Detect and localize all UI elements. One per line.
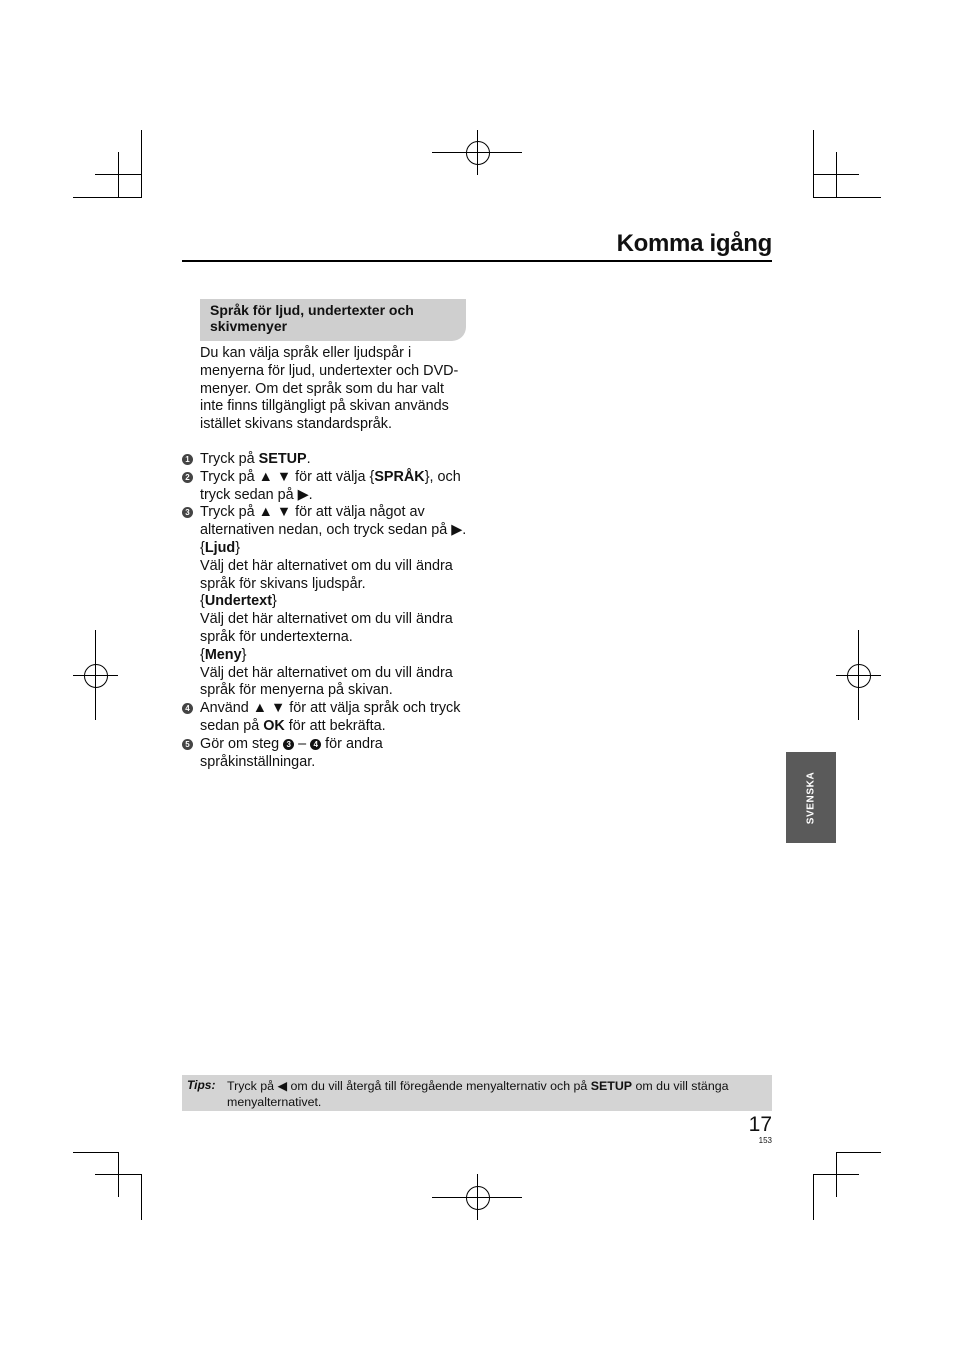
page-title: Komma igång [616, 230, 772, 257]
step-number-icon: 1 [182, 454, 193, 465]
step-reference-icon: 3 [283, 739, 294, 750]
step-number-icon: 3 [182, 507, 193, 518]
step-reference-icon: 4 [310, 739, 321, 750]
tips-label: Tips: [187, 1078, 216, 1092]
tips-box [182, 1075, 772, 1111]
language-tab [786, 752, 836, 843]
page-number: 17 [748, 1113, 772, 1136]
option-name: Ljud [204, 539, 236, 556]
option-meny: {Meny} Välj det här alternativet om du vill ändra språk för menyerna på skivan. [200, 647, 482, 700]
option-ljud: {Ljud} Välj det här alternativet om du vill ändra språk för skivans ljudspår. [200, 540, 482, 593]
title-rule [182, 260, 772, 262]
step-number-icon: 5 [182, 739, 193, 750]
step-4: 4 Använd ▲ ▼ för att välja språk och tryck sedan på OK för att bekräfta. [182, 700, 482, 736]
option-name: Meny [204, 646, 242, 663]
step-number-icon: 4 [182, 703, 193, 714]
step-3: 3 Tryck på ▲ ▼ för att välja något av alternativen nedan, och tryck sedan på ▶. {Ljud} Välj det här alternativet om du vill ändra språk för skivans ljudspår. {Undertext} Välj det här alternativet om du vill ändra språk för undertexterna. {Meny} Välj det här alternativet om du vill ändra språk för menyerna på skivan. [182, 504, 482, 700]
step-2: 2 Tryck på ▲ ▼ för att välja {SPRÅK}, och tryck sedan på ▶. [182, 469, 482, 505]
option-name: Undertext [204, 593, 272, 610]
intro-paragraph: Du kan välja språk eller ljudspår i menyerna för ljud, undertexter och DVD-menyer. Om det språk som du har valt inte finns tillgängligt på skivan används istället skivans standardspråk. [200, 345, 459, 433]
option-description: Välj det här alternativet om du vill ändra språk för menyerna på skivan. [200, 664, 453, 699]
option-undertext: {Undertext} Välj det här alternativet om du vill ändra språk för undertexterna. [200, 593, 482, 646]
option-description: Välj det här alternativet om du vill ändra språk för skivans ljudspår. [200, 557, 453, 592]
tips-text: Tryck på ◀ om du vill återgå till föregående menyalternativ och på SETUP om du vill stänga menyalternativet. [227, 1079, 729, 1109]
page-sub-number: 153 [758, 1136, 772, 1145]
section-header [200, 299, 466, 341]
step-5: 5 Gör om steg 3 – 4 för andra språkinställningar. [182, 736, 482, 772]
step-list [182, 451, 482, 771]
section-title: Språk för ljud, undertexter och skivmenyer [210, 302, 414, 334]
step-number-icon: 2 [182, 472, 193, 483]
option-description: Välj det här alternativet om du vill ändra språk för undertexterna. [200, 611, 453, 645]
step-1: 1 Tryck på SETUP. [182, 451, 482, 469]
language-tab-label: SVENSKA [805, 771, 817, 824]
